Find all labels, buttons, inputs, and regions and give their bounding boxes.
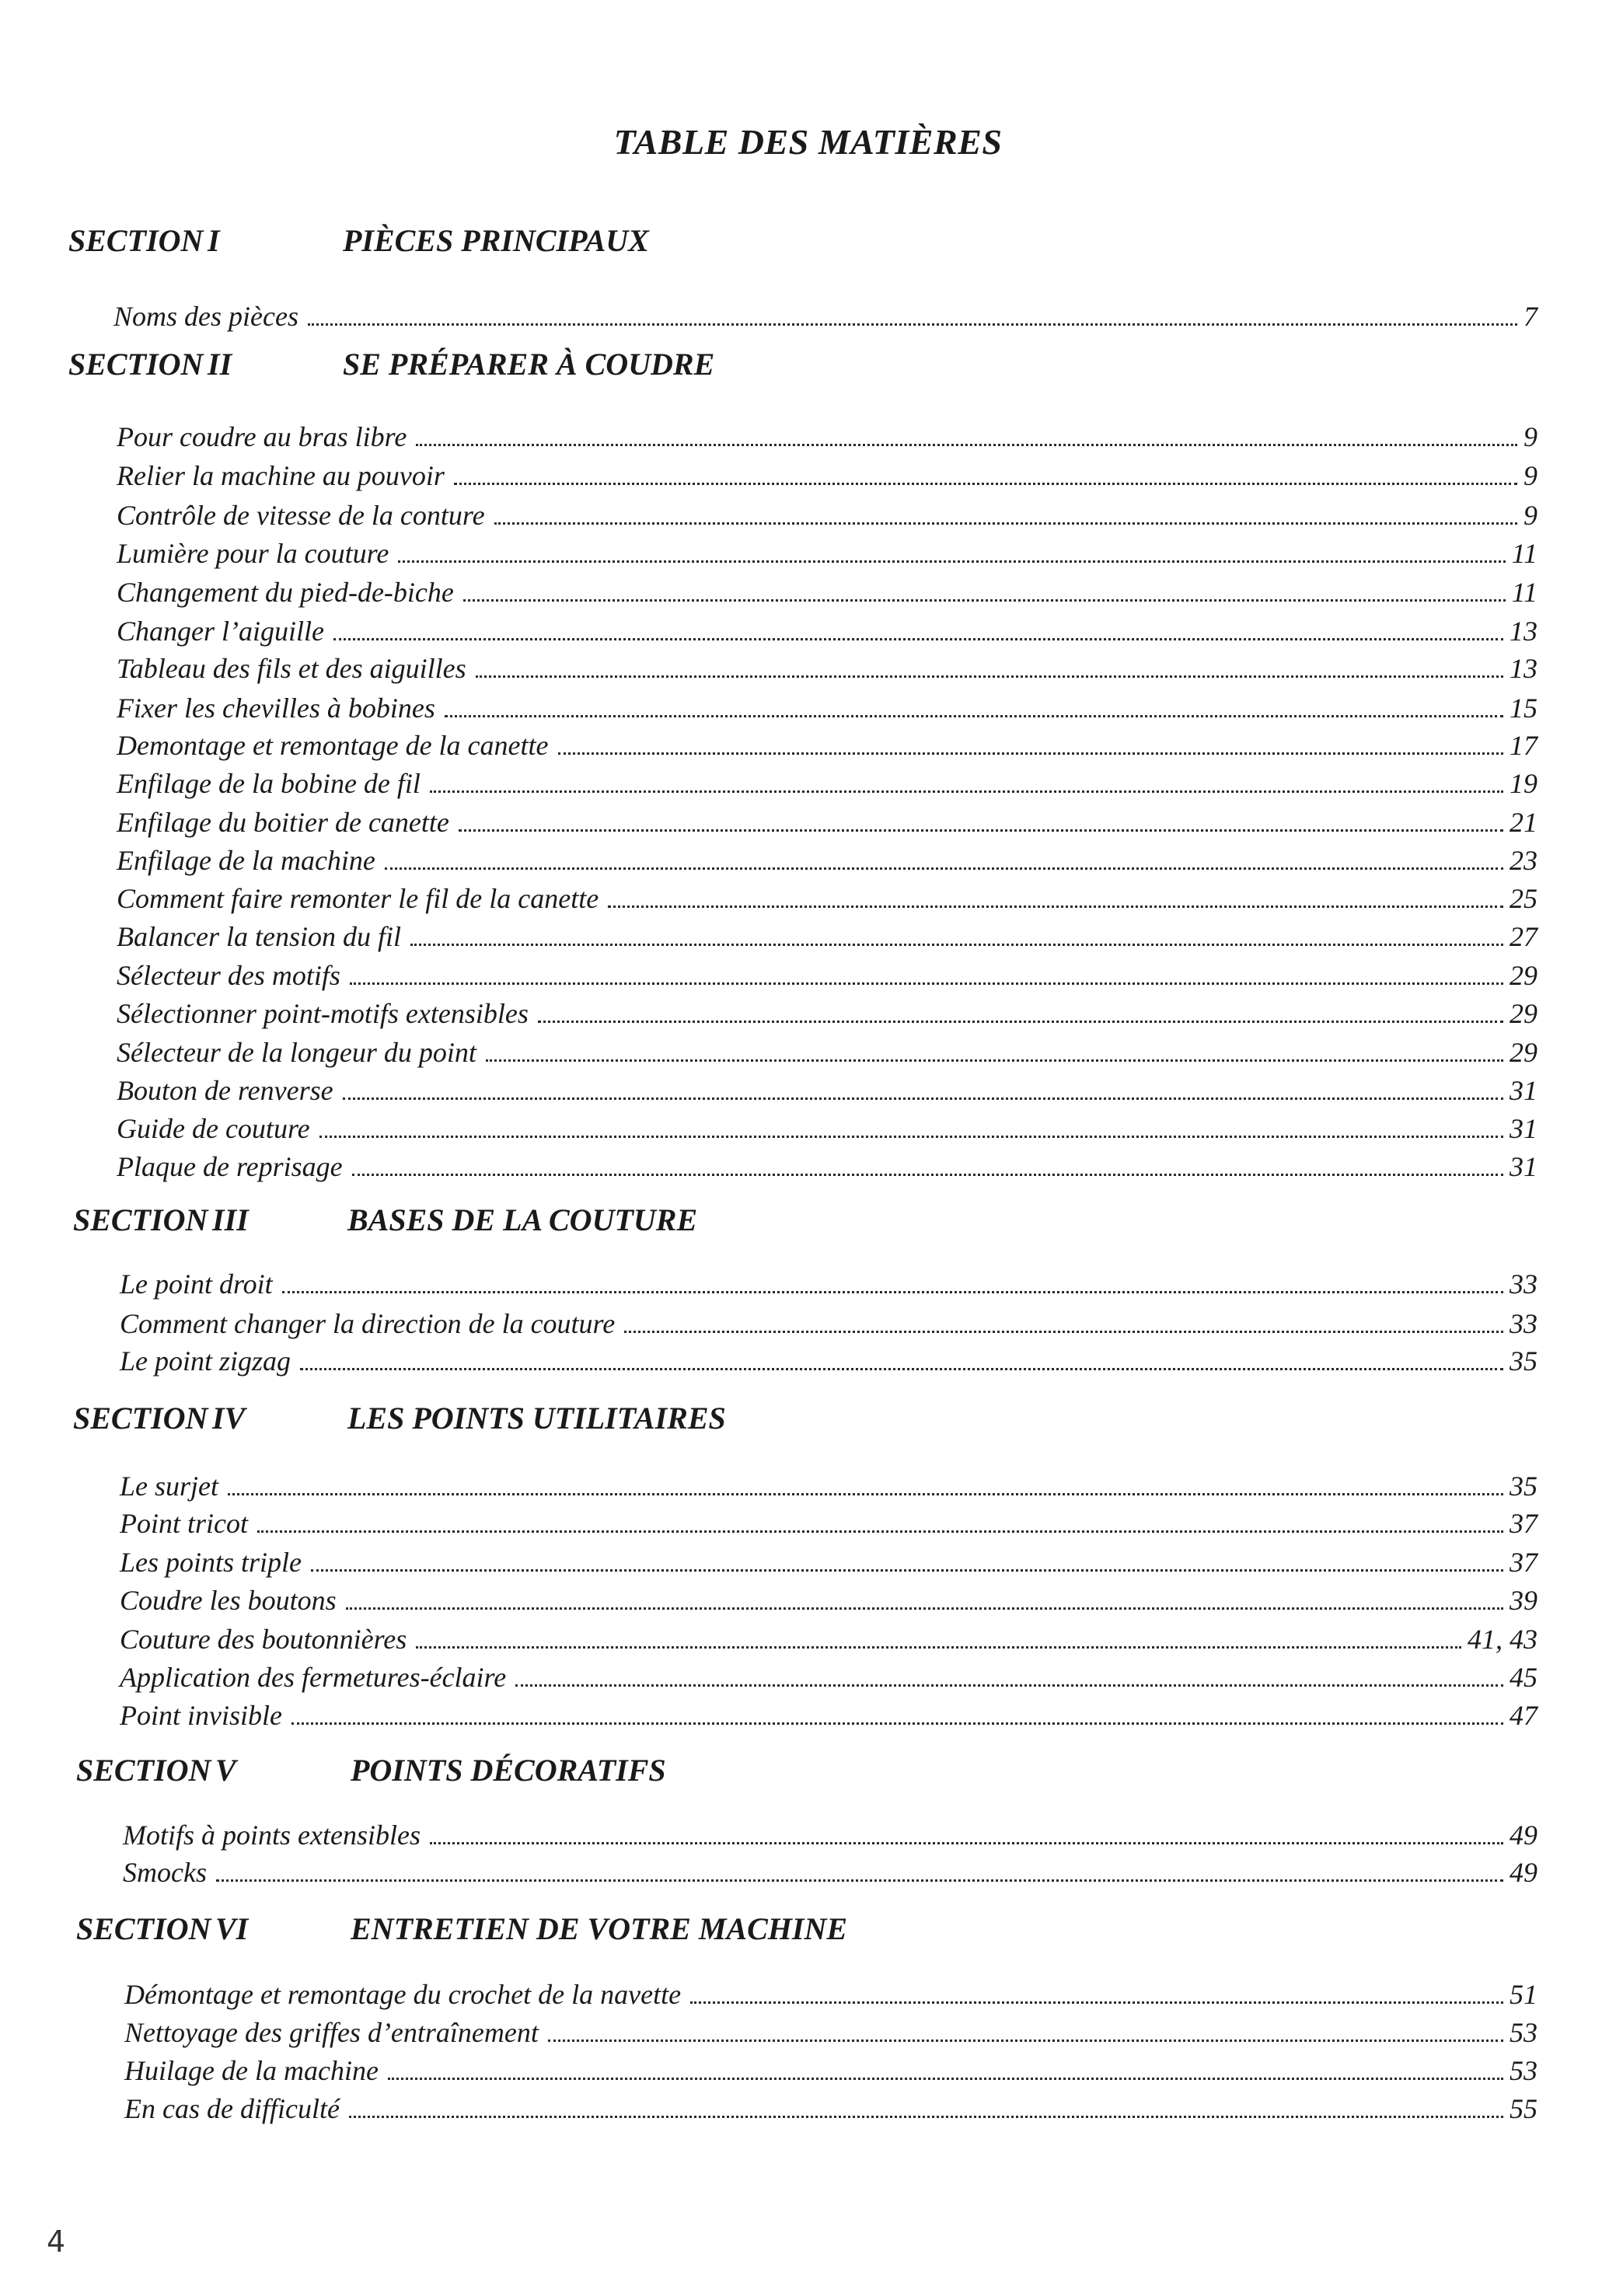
dot-leader [308,323,1517,326]
toc-entry-label: Demontage et remontage de la canette [117,730,549,761]
toc-entry-label: Sélecteur des motifs [117,960,340,991]
toc-entry [117,881,1537,916]
toc-entry-label: En cas de difficulté [124,2093,340,2124]
toc-entry [120,1582,1537,1618]
toc-entry [117,1149,1537,1185]
toc-entry [117,728,1537,763]
dot-leader [416,1646,1461,1649]
toc-entry-label: Point invisible [120,1700,282,1731]
toc-entry [120,1621,1537,1657]
toc-entry-label: Enfilage de la bobine de fil [117,768,421,799]
toc-entry [117,536,1537,571]
section-number: II [208,347,232,382]
toc-entry-label: Smocks [123,1857,207,1888]
toc-entry-label: Nettoyage des griffes d’entraînement [124,2017,539,2048]
toc-entry-page: 53 [1510,2017,1537,2048]
toc-entry-page: 11 [1511,538,1537,569]
toc-entry-page: 47 [1510,1700,1537,1731]
toc-entry-page: 33 [1510,1268,1537,1300]
toc-entry [117,996,1537,1031]
toc-entry-page: 39 [1510,1585,1537,1616]
toc-entry-page: 37 [1510,1508,1537,1539]
toc-entry-label: Balancer la tension du fil [117,921,401,952]
dot-leader [346,1607,1503,1610]
toc-entry-page: 9 [1524,460,1537,491]
toc-entry-page: 7 [1524,301,1537,332]
toc-entry-page: 45 [1510,1662,1537,1693]
section-title: ENTRETIEN DE VOTRE MACHINE [351,1911,848,1946]
toc-entry-page: 31 [1510,1113,1537,1144]
toc-entry [120,1306,1537,1342]
dot-leader [388,2078,1503,2080]
section-title: POINTS DÉCORATIFS [351,1753,666,1788]
toc-entry [120,1343,1537,1379]
section-label: SECTION [73,1202,208,1237]
dot-leader [311,1569,1503,1572]
toc-entry-label: Sélectionner point-motifs extensibles [117,998,529,1029]
section-label: SECTION [76,1753,211,1788]
toc-entry [120,1468,1537,1504]
section-label: SECTION [68,223,204,258]
toc-entry [117,1111,1537,1146]
section-title: LES POINTS UTILITAIRES [347,1401,726,1436]
dot-leader [416,444,1517,446]
toc-entry-label: Démontage et remontage du crochet de la navette [124,1979,682,2010]
page-number: 4 [47,2224,66,2259]
toc-entry-label: Coudre les boutons [120,1585,337,1616]
section-label: SECTION [73,1401,208,1436]
toc-entry-label: Changement du pied-de-biche [117,577,454,608]
section-label: SECTION [68,347,204,382]
toc-entry [117,458,1537,494]
page-title: TABLE DES MATIÈRES [613,122,1003,162]
toc-entry-page: 33 [1510,1308,1537,1339]
toc-entry-label: Changer l’aiguille [117,616,324,647]
toc-entry [120,1698,1537,1733]
dot-leader [486,1059,1503,1062]
toc-entry [117,958,1537,993]
toc-entry-label: Comment changer la direction de la couture [120,1308,616,1339]
toc-entry [117,613,1537,649]
toc-entry [113,298,1537,334]
toc-entry-label: Plaque de reprisage [117,1151,343,1182]
dot-leader [515,1684,1503,1687]
toc-entry-page: 35 [1510,1471,1537,1502]
dot-leader [282,1291,1503,1293]
dot-leader [257,1530,1503,1533]
toc-entry-label: Noms des pièces [113,301,298,332]
toc-entry-page: 49 [1510,1857,1537,1888]
section-number: V [215,1753,236,1788]
section-title: SE PRÉPARER À COUDRE [343,347,715,382]
dot-leader [300,1368,1503,1370]
toc-entry [117,843,1537,878]
dot-leader [352,1174,1503,1176]
toc-entry-page: 41, 43 [1468,1624,1537,1655]
toc-entry-page: 29 [1510,960,1537,991]
toc-entry-label: Fixer les chevilles à bobines [117,693,435,724]
section-title: PIÈCES PRINCIPAUX [343,223,649,258]
toc-entry-label: Motifs à points extensibles [123,1820,421,1851]
toc-entry-label: Couture des boutonnières [120,1624,407,1655]
section-number: IV [212,1401,246,1436]
toc-entry [123,1817,1537,1853]
dot-leader [690,2001,1503,2004]
toc-entry-page: 13 [1510,653,1537,684]
dot-leader [538,1021,1503,1023]
toc-entry [124,2015,1537,2050]
toc-entry [117,419,1537,455]
section-number: III [212,1202,249,1237]
toc-entry-label: Le surjet [120,1471,219,1502]
toc-entry-label: Relier la machine au pouvoir [117,460,445,491]
dot-leader [349,2116,1503,2118]
toc-entry-page: 35 [1510,1345,1537,1377]
dot-leader [548,2040,1503,2042]
toc-entry-page: 29 [1510,998,1537,1029]
dot-leader [608,905,1503,908]
toc-entry-page: 23 [1510,845,1537,876]
toc-entry [124,2091,1537,2127]
dot-leader [494,522,1517,525]
toc-entry-page: 49 [1510,1820,1537,1851]
toc-entry-label: Le point droit [120,1268,273,1300]
toc-entry-label: Application des fermetures-éclaire [120,1662,507,1693]
toc-entry-page: 9 [1524,421,1537,452]
dot-leader [454,483,1517,485]
dot-leader [410,944,1503,946]
toc-entry [120,1659,1537,1695]
dot-leader [350,982,1503,985]
dot-leader [333,638,1503,640]
toc-entry-label: Point tricot [120,1508,248,1539]
toc-entry-page: 31 [1510,1075,1537,1106]
toc-entry-label: Huilage de la machine [124,2055,379,2086]
section-number: I [208,223,220,258]
section-title: BASES DE LA COUTURE [347,1202,698,1237]
toc-entry-label: Lumière pour la couture [117,538,389,569]
toc-entry [124,1977,1537,2012]
toc-entry [120,1506,1537,1541]
toc-entry [117,804,1537,840]
dot-leader [463,599,1506,602]
dot-leader [385,867,1503,870]
toc-entry-page: 19 [1510,768,1537,799]
toc-entry-page: 51 [1510,1979,1537,2010]
toc-entry [117,1035,1537,1070]
toc-entry [117,919,1537,954]
dot-leader [291,1722,1503,1725]
toc-entry-page: 31 [1510,1151,1537,1182]
dot-leader [343,1097,1503,1100]
dot-leader [216,1879,1503,1882]
toc-entry-page: 37 [1510,1547,1537,1578]
dot-leader [459,829,1503,832]
toc-entry-label: Tableau des fils et des aiguilles [117,653,466,684]
toc-entry [117,1073,1537,1108]
dot-leader [445,715,1503,717]
toc-entry-label: Les points triple [120,1547,302,1578]
toc-entry-label: Le point zigzag [120,1345,291,1377]
toc-entry-label: Guide de couture [117,1113,310,1144]
dot-leader [319,1136,1503,1138]
toc-entry [117,574,1537,610]
dot-leader [476,675,1503,678]
toc-entry-page: 11 [1511,577,1537,608]
toc-entry-page: 9 [1524,500,1537,531]
section-label: SECTION [76,1911,211,1946]
toc-entry-page: 29 [1510,1037,1537,1068]
dot-leader [558,752,1504,755]
toc-entry [117,690,1537,726]
toc-entry-page: 53 [1510,2055,1537,2086]
toc-entry-page: 55 [1510,2093,1537,2124]
toc-entry-label: Bouton de renverse [117,1075,333,1106]
dot-leader [624,1331,1503,1333]
toc-entry [120,1544,1537,1580]
toc-entry-page: 15 [1510,693,1537,724]
toc-entry-page: 25 [1510,883,1537,914]
toc-entry [117,766,1537,801]
toc-entry [117,497,1537,533]
toc-entry-label: Comment faire remonter le fil de la canette [117,883,599,914]
toc-entry [120,1266,1537,1302]
toc-entry-page: 27 [1510,921,1537,952]
dot-leader [430,790,1503,793]
toc-entry-page: 21 [1510,807,1537,838]
dot-leader [228,1493,1503,1495]
dot-leader [398,560,1505,563]
toc-entry-label: Pour coudre au bras libre [117,421,407,452]
toc-entry-label: Enfilage de la machine [117,845,375,876]
dot-leader [430,1842,1503,1844]
toc-entry-label: Contrôle de vitesse de la conture [117,500,485,531]
toc-entry-label: Sélecteur de la longeur du point [117,1037,476,1068]
toc-entry [124,2053,1537,2088]
toc-entry [117,651,1537,686]
toc-entry-label: Enfilage du boitier de canette [117,807,449,838]
section-number: VI [215,1911,249,1946]
toc-entry-page: 13 [1510,616,1537,647]
toc-entry-page: 17 [1510,730,1537,761]
toc-entry [123,1855,1537,1890]
